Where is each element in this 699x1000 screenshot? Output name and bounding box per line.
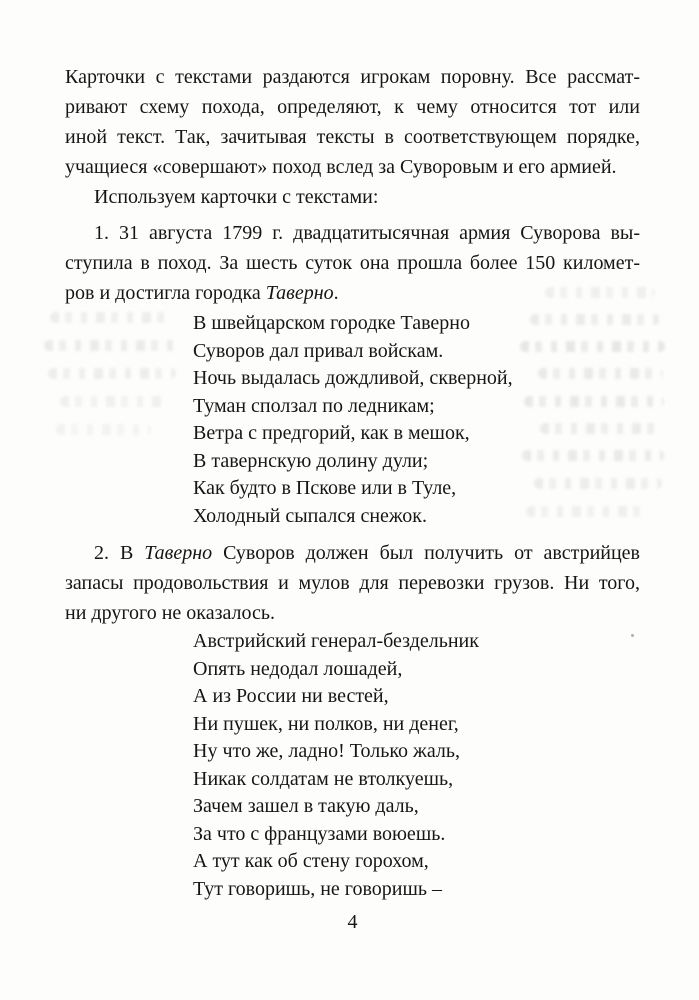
text-line: 1. 31 августа 1799 г. двадцатитысячная армия Суворова вы-	[94, 222, 640, 244]
poem-line: А из России ни вестей,	[193, 685, 389, 707]
poem-line: Зачем зашел в такую даль,	[193, 795, 419, 817]
bleedthrough-artifact	[44, 340, 179, 351]
text-line: ривают схему похода, определяют, к чему относится тот или	[65, 96, 640, 118]
poem-line: Суворов дал привал войскам.	[193, 339, 444, 362]
bleedthrough-artifact	[50, 312, 170, 323]
poem-line: А тут как об стену горохом,	[193, 850, 429, 872]
page-number: 4	[347, 911, 358, 933]
intro-paragraph	[65, 62, 640, 182]
poem-line: В тавернскую долину дули;	[193, 449, 429, 472]
poem-line: Ветра с предгорий, как в мешок,	[193, 422, 470, 444]
bleedthrough-artifact	[60, 396, 165, 407]
text-line: учащиеся «совершают» поход вслед за Суворовым и его армией.	[65, 156, 617, 178]
text-line: ни другого не оказалось.	[65, 602, 276, 624]
place-name-italic: Таверно	[265, 282, 334, 304]
poem-line: Как будто в Пскове или в Туле,	[193, 477, 457, 499]
poem-line: Туман сползал по ледникам;	[193, 394, 435, 417]
card-text-1	[65, 218, 640, 308]
bleedthrough-artifact	[48, 368, 176, 379]
poem-austrian-general	[193, 628, 640, 903]
text-line: иной текст. Так, зачитывая тексты в соответствующем порядке,	[65, 126, 640, 148]
poem-line: Тут говоришь, не говоришь –	[193, 877, 443, 900]
poem-line: Ни пушек, ни полков, ни денег,	[193, 712, 459, 735]
usage-lead	[65, 182, 640, 212]
text-line: Используем карточки с текстами:	[94, 186, 379, 208]
poem-line: За что с французами воюешь.	[193, 822, 446, 845]
text-line: 2. В Таверно Суворов должен был получить от австрийцев	[94, 542, 640, 564]
poem-line: Никак солдатам не втолкуешь,	[193, 767, 454, 790]
bleedthrough-artifact	[56, 424, 151, 435]
poem-line: Опять недодал лошадей,	[193, 657, 403, 680]
poem-line: Ну что же, ладно! Только жаль,	[193, 740, 461, 762]
text-line: ров и достигла городка Таверно.	[65, 282, 339, 304]
poem-line: В швейцарском городке Таверно	[193, 312, 470, 334]
poem-line: Ночь выдалась дождливой, скверной,	[193, 367, 513, 389]
poem-taverno	[193, 310, 640, 530]
place-name-italic: Таверно	[144, 542, 213, 564]
poem-line: Холодный сыпался снежок.	[193, 504, 427, 527]
text-line: запасы продовольствия и мулов для перевозки грузов. Ни того,	[65, 572, 640, 594]
text-line: ступила в поход. За шесть суток она прошла более 150 километ-	[65, 252, 640, 274]
text-line: Карточки с текстами раздаются игрокам поровну. Все рассмат-	[65, 66, 640, 88]
card-text-2	[65, 538, 640, 628]
poem-line: Австрийский генерал-бездельник	[193, 630, 479, 652]
